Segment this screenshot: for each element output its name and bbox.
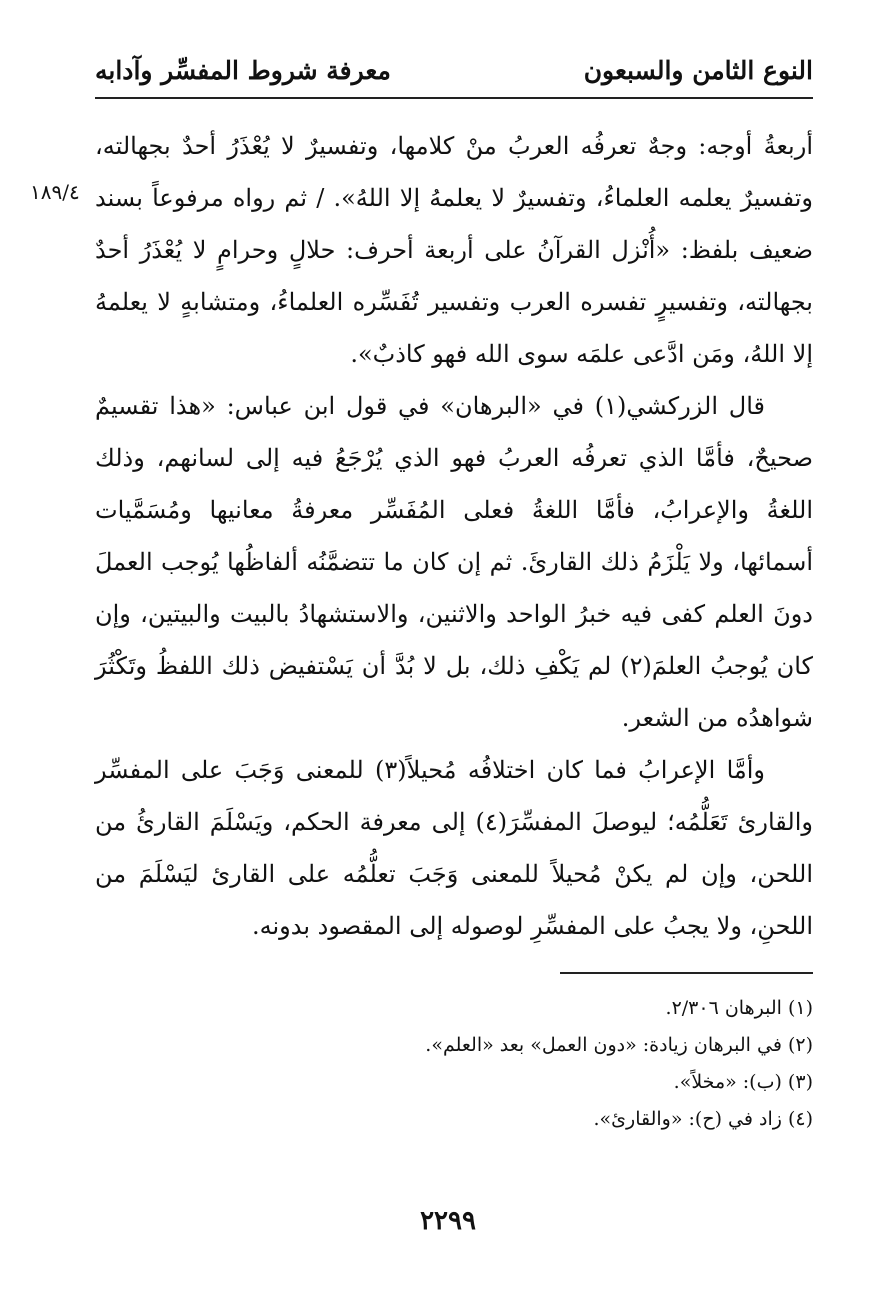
footnote-2: (٢) في البرهان زيادة: «دون العمل» بعد «العلم». xyxy=(425,1034,813,1056)
main-text xyxy=(95,120,813,952)
footnote-4: (٤) زاد في (ح): «والقارئ». xyxy=(593,1108,813,1130)
footnote-3: (٣) (ب): «مخلاً». xyxy=(673,1071,813,1093)
header-divider xyxy=(95,97,813,99)
footnotes xyxy=(95,990,813,1138)
section-title: معرفة شروط المفسِّر وآدابه xyxy=(95,56,391,85)
paragraph-3: وأمَّا الإعرابُ فما كان اختلافُه مُحيلاً(٣) للمعنى وَجَبَ على المفسِّر والقارئ تَعَلُّمُه؛ ليوصلَ المفسِّرَ(٤) إلى معرفة الحكم، ويَسْلَمَ القارئُ من اللحن، وإن لم يكنْ مُحيلاً للمعنى وَجَبَ تعلُّمُه على القارئ ليَسْلَمَ من اللحنِ، ولا يجبُ على المفسِّرِ لوصوله إلى المقصود بدونه. xyxy=(95,756,813,940)
chapter-title: النوع الثامن والسبعون xyxy=(583,56,813,85)
running-header xyxy=(95,52,813,100)
footnote-1: (١) البرهان ٢/٣٠٦. xyxy=(665,997,813,1019)
paragraph-2: قال الزركشي(١) في «البرهان» في قول ابن عباس: «هذا تقسيمٌ صحيحٌ، فأمَّا الذي تعرفُه العربُ فهو الذي يُرْجَعُ فيه إلى لسانهم، وذلك اللغةُ والإعرابُ، فأمَّا اللغةُ فعلى المُفَسِّر معرفةُ معانيها ومُسَمَّيات أسمائها، ولا يَلْزَمُ ذلك القارئَ. ثم إن كان ما تتضمَّنُه ألفاظُها يُوجب العملَ دونَ العلم كفى فيه خبرُ الواحد والاثنين، والاستشهادُ بالبيت والبيتين، وإن كان يُوجبُ العلمَ(٢) لم يَكْفِ ذلك، بل لا بُدَّ أن يَسْتفيض ذلك اللفظُ وتَكْثُرَ شواهدُه من الشعر. xyxy=(95,392,813,732)
margin-reference: ١٨٩/٤ xyxy=(30,180,80,204)
paragraph-1: أربعةُ أوجه: وجهٌ تعرفُه العربُ منْ كلامها، وتفسيرٌ لا يُعْذَرُ أحدٌ بجهالته، وتفسيرٌ يعلمه العلماءُ، وتفسيرٌ لا يعلمهُ إلا اللهُ». / ثم رواه مرفوعاً بسند ضعيف بلفظ: «أُنْزل القرآنُ على أربعة أحرف: حلالٍ وحرامٍ لا يُعْذَرُ أحدٌ بجهالته، وتفسيرٍ تفسره العرب وتفسير تُفَسِّره العلماءُ، ومتشابهٍ لا يعلمهُ إلا اللهُ، ومَن ادَّعى علمَه سوى الله فهو كاذبٌ». xyxy=(95,132,813,368)
page-number: ٢٢٩٩ xyxy=(420,1206,476,1236)
footnote-divider xyxy=(560,972,813,974)
